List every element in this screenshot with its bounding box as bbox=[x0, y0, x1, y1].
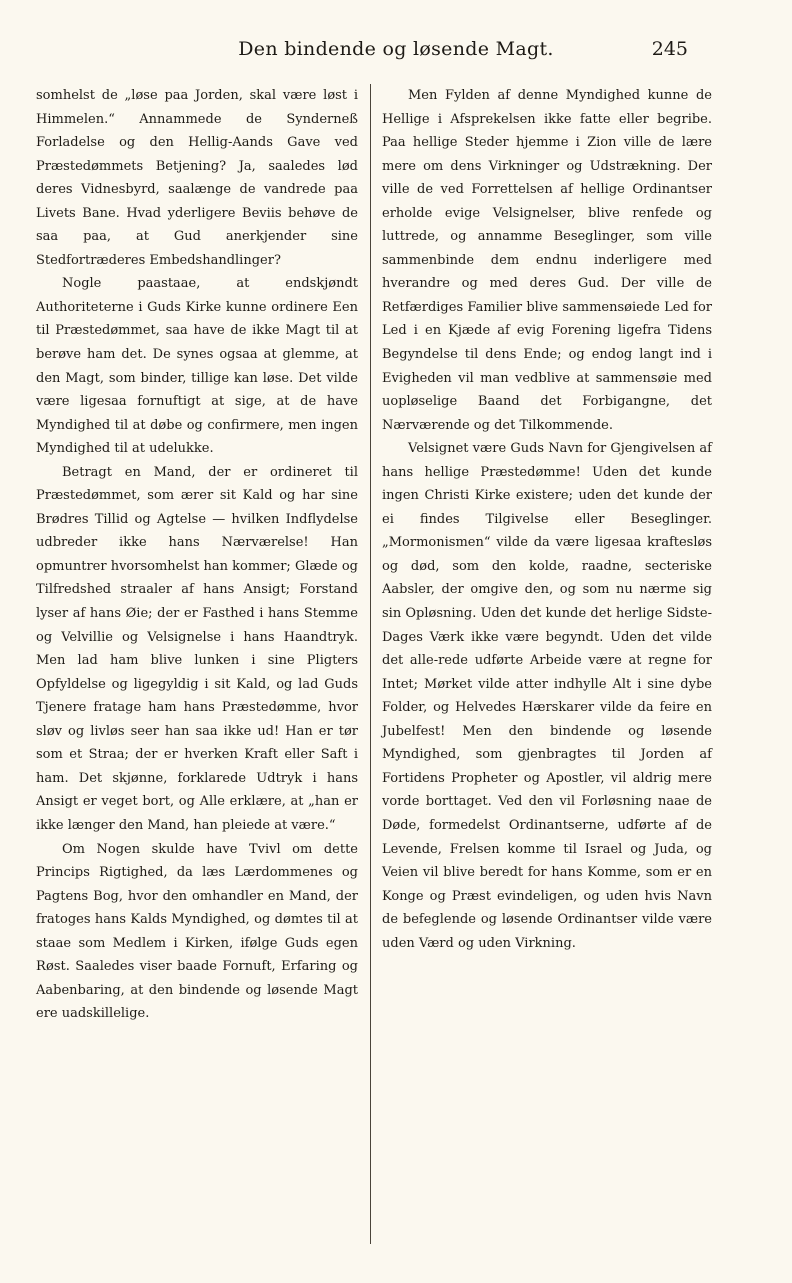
page-header bbox=[0, 38, 792, 68]
paragraph: Men Fylden af denne Myndighed kunne de Hellige i Afsprekelsen ikke fatte eller begribe. Paa hellige Steder hjemme i Zion ville de lære mere om dens Virkninger og Udstrækning. Der ville de ved Forrettelsen af hellige Ordinantser erholde evige Velsignelser, blive renfede og luttrede, og annamme Beseglinger, som ville sammenbinde dem endnu inderligere med hverandre og med deres Gud. Der ville de Retfærdiges Familier blive sammensøiede Led for Led i en Kjæde af evig Forening ligefra Tidens Begyndelse til dens Ende; og endog langt ind i Evigheden vil man vedblive at sammensøie med uopløselige Baand det Forbigangne, det Nærværende og det Tilkommende. bbox=[382, 88, 712, 433]
paragraph: somhelst de „løse paa Jorden, skal være løst i Himmelen.“ Annammede de Synderneß Forladelse og den Hellig-Aands Gave ved Præstedømmets Betjening? Ja, saaledes lød deres Vidnesbyrd, saalænge de vandrede paa Livets Bane. Hvad yderligere Beviis behøve de saa paa, at Gud anerkjender sine Stedfortræderes Embedshandlinger? bbox=[36, 88, 358, 268]
right-column bbox=[382, 84, 712, 955]
left-column bbox=[36, 84, 358, 1026]
running-title: Den bindende og løsende Magt. bbox=[238, 38, 554, 60]
paragraph: Betragt en Mand, der er ordineret til Præstedømmet, som ærer sit Kald og har sine Brødres Tillid og Agtelse — hvilken Indflydelse udbreder ikke hans Nærværelse! Han opmuntrer hvorsomhelst han kommer; Glæde og Tilfredshed straaler af hans Ansigt; Forstand lyser af hans Øie; der er Fasthed i hans Stemme og Velvillie og Velsignelse i hans Haandtryk. Men lad ham blive lunken i sine Pligters Opfyldelse og ligegyldig i sit Kald, og lad Guds Tjenere fratage ham hans Præstedømme, hvor sløv og livløs seer han saa ikke ud! Han er tør som et Straa; der er hverken Kraft eller Saft i ham. Det skjønne, forklarede Udtryk i hans Ansigt er veget bort, og Alle erklære, at „han er ikke længer den Mand, han pleiede at være.“ bbox=[36, 464, 358, 833]
column-divider bbox=[370, 84, 371, 1244]
page-number: 245 bbox=[651, 38, 688, 60]
paragraph: Om Nogen skulde have Tvivl om dette Princips Rigtighed, da læs Lærdommenes og Pagtens Bog, hvor den omhandler en Mand, der fratoges hans Kalds Myndighed, og dømtes til at staae som Medlem i Kirken, ifølge Guds egen Røst. Saaledes viser baade Fornuft, Erfaring og Aabenbaring, at den bindende og løsende Magt ere uadskillelige. bbox=[36, 841, 358, 1022]
paragraph: Nogle paastaae, at endskjøndt Authoriteterne i Guds Kirke kunne ordinere Een til Præstedømmet, saa have de ikke Magt til at berøve ham det. De synes ogsaa at glemme, at den Magt, som binder, tillige kan løse. Det vilde være ligesaa fornuftigt at sige, at de have Myndighed til at døbe og confirmere, men ingen Myndighed til at udelukke. bbox=[36, 276, 358, 457]
paragraph: Velsignet være Guds Navn for Gjengivelsen af hans hellige Præstedømme! Uden det kunde ingen Christi Kirke existere; uden det kunde der ei findes Tilgivelse eller Beseglinger. „Mormonismen“ vilde da være ligesaa kraftesløs og død, som den kolde, raadne, secteriske Aabsler, der omgive den, og som nu nærme sig sin Opløsning. Uden det kunde det herlige Sidste-Dages Værk ikke være begyndt. Uden det vilde det alle-rede udførte Arbeide være at regne for Intet; Mørket vilde atter indhylle Alt i sine dybe Folder, og Helvedes Hærskarer vilde da feire en Jubelfest! Men den bindende og løsende Myndighed, som gjenbragtes til Jorden af Fortidens Propheter og Apostler, vil aldrig mere vorde borttaget. Ved den vil Forløsning naae de Døde, formedelst Ordinantserne, udførte af de Levende, Frelsen komme til Israel og Juda, og Veien vil blive beredt for hans Komme, som er en Konge og Præst evindeligen, og uden hvis Navn de befeglende og løsende Ordinantser vilde være uden Værd og uden Virkning. bbox=[382, 441, 712, 951]
